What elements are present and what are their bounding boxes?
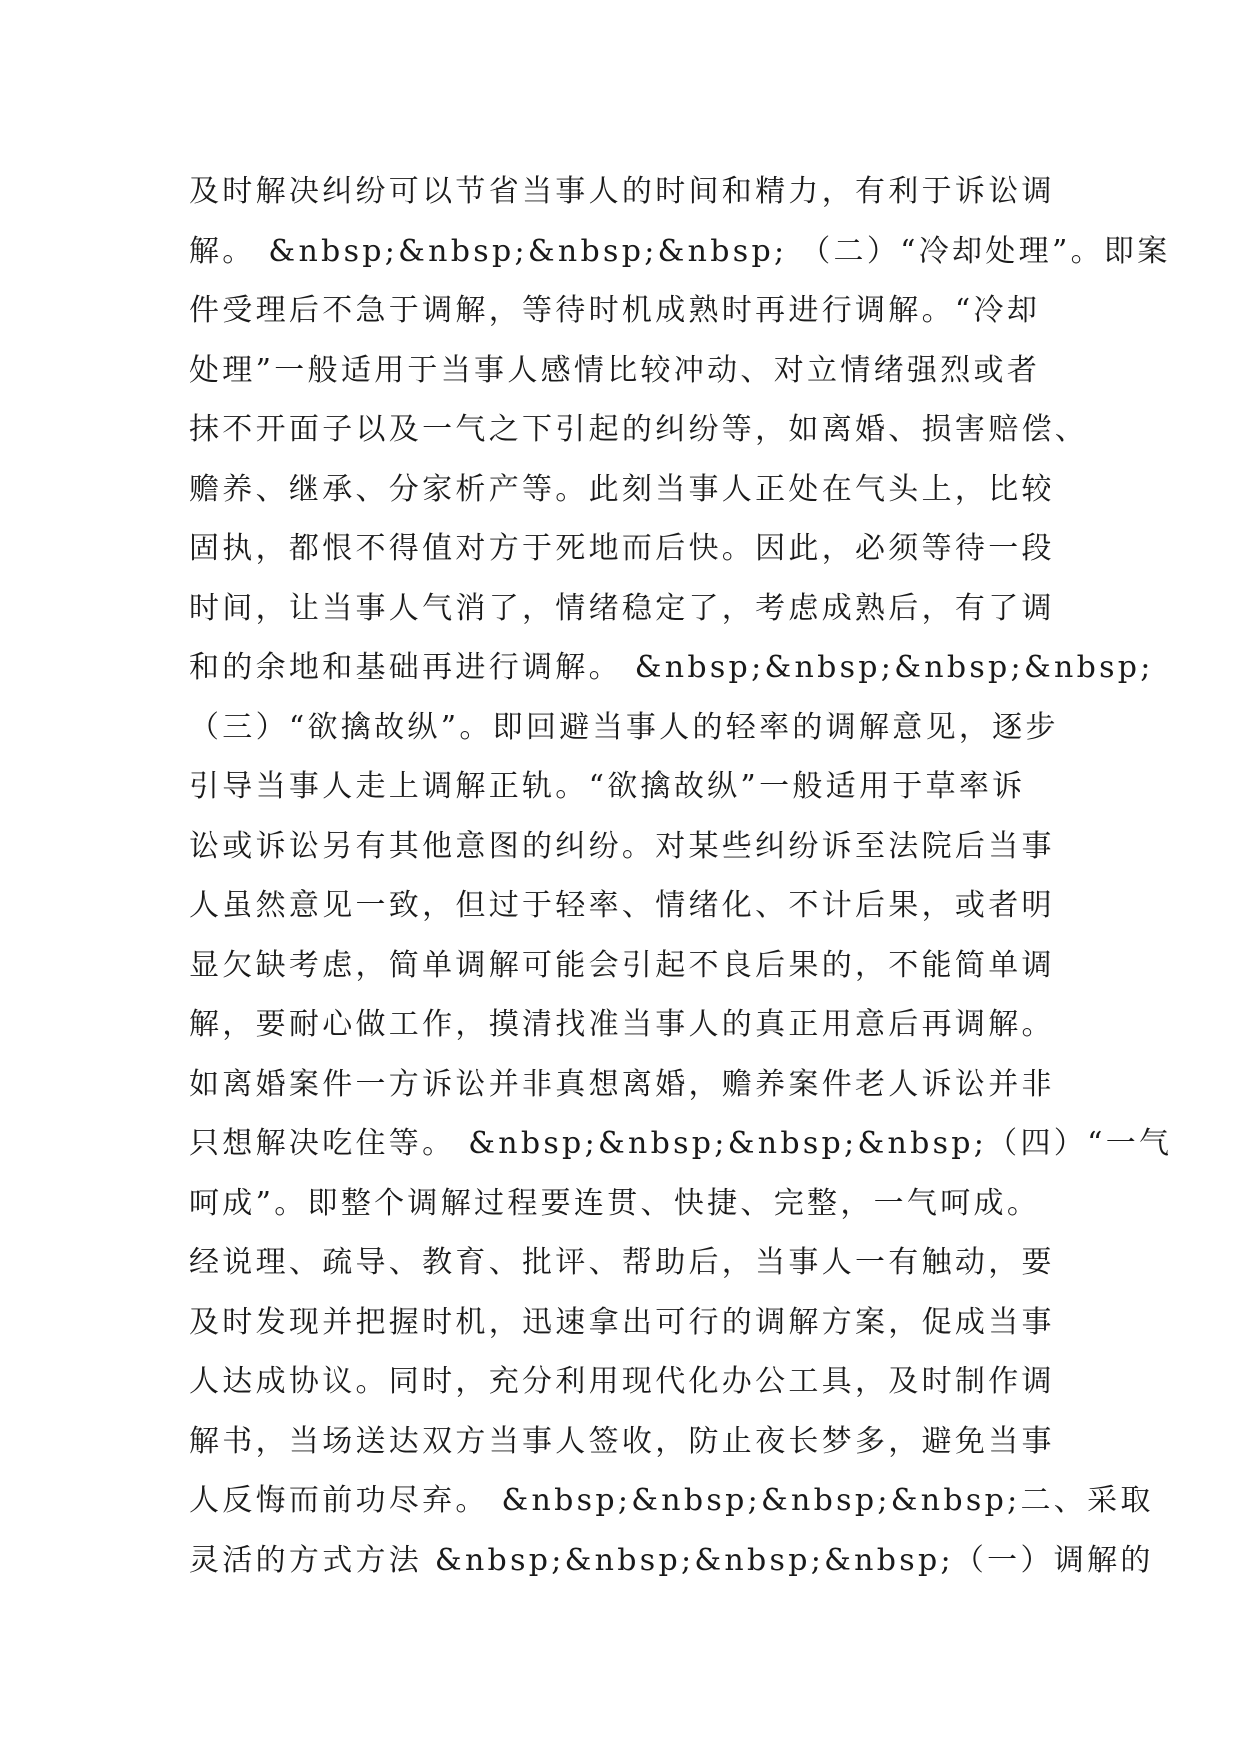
body-text (189, 162, 1173, 1590)
text-line-23: 人反悔而前功尽弃。 &nbsp;&nbsp;&nbsp;&nbsp;二、采取 (189, 1483, 1154, 1518)
text-line-20: 及时发现并把握时机，迅速拿出可行的调解方案，促成当事 (189, 1304, 1055, 1340)
text-line-1: 及时解决纠纷可以节省当事人的时间和精力，有利于诉讼调 (189, 174, 1055, 209)
text-line-11: 引导当事人走上调解正轨。“欲擒故纵”一般适用于草率诉 (189, 769, 1026, 804)
text-line-18: 呵成”。即整个调解过程要连贯、快捷、完整，一气呵成。 (189, 1185, 1041, 1221)
text-line-14: 显欠缺考虑，简单调解可能会引起不良后果的，不能简单调 (189, 947, 1055, 983)
text-line-9: 和的余地和基础再进行调解。 &nbsp;&nbsp;&nbsp;&nbsp; (189, 650, 1154, 685)
text-line-4: 处理”一般适用于当事人感情比较冲动、对立情绪强烈或者 (189, 352, 1041, 388)
text-line-6: 赡养、继承、分家析产等。此刻当事人正处在气头上，比较 (189, 471, 1055, 507)
text-line-22: 解书，当场送达双方当事人签收，防止夜长梦多，避免当事 (189, 1423, 1055, 1459)
text-line-15: 解，要耐心做工作，摸清找准当事人的真正用意后再调解。 (189, 1007, 1055, 1042)
text-line-2: 解。 &nbsp;&nbsp;&nbsp;&nbsp; （二）“冷却处理”。即案 (189, 233, 1171, 269)
text-line-8: 时间，让当事人气消了，情绪稳定了，考虑成熟后，有了调 (189, 590, 1055, 626)
text-line-16: 如离婚案件一方诉讼并非真想离婚，赡养案件老人诉讼并非 (189, 1066, 1055, 1102)
text-line-5: 抹不开面子以及一气之下引起的纠纷等，如离婚、损害赔偿、 (189, 412, 1089, 447)
text-line-3: 件受理后不急于调解，等待时机成熟时再进行调解。“冷却 (189, 293, 1041, 328)
text-line-13: 人虽然意见一致，但过于轻率、情绪化、不计后果，或者明 (189, 888, 1055, 923)
text-line-7: 固执，都恨不得值对方于死地而后快。因此，必须等待一段 (189, 531, 1055, 566)
text-line-10: （三）“欲擒故纵”。即回避当事人的轻率的调解意见，逐步 (189, 709, 1059, 745)
text-line-21: 人达成协议。同时，充分利用现代化办公工具，及时制作调 (189, 1364, 1055, 1399)
text-line-19: 经说理、疏导、教育、批评、帮助后，当事人一有触动，要 (189, 1245, 1055, 1280)
text-line-24: 灵活的方式方法 &nbsp;&nbsp;&nbsp;&nbsp;（一）调解的 (189, 1542, 1154, 1578)
text-line-12: 讼或诉讼另有其他意图的纠纷。对某些纠纷诉至法院后当事 (189, 828, 1055, 864)
text-line-17: 只想解决吃住等。 &nbsp;&nbsp;&nbsp;&nbsp;（四）“一气 (189, 1126, 1173, 1161)
